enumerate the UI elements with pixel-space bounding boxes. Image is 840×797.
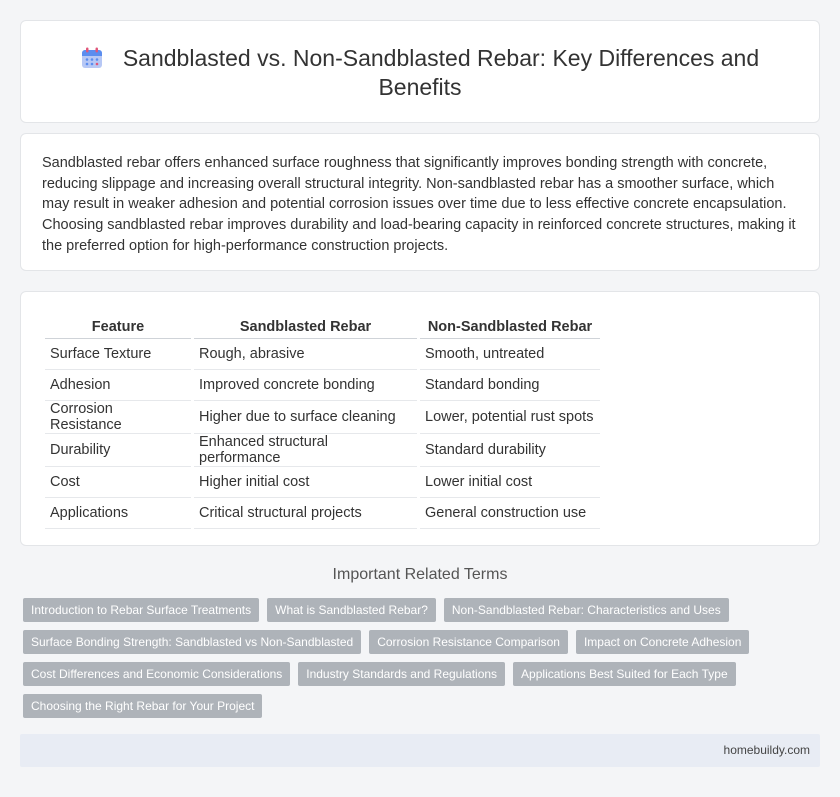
- table-cell: Improved concrete bonding: [194, 370, 417, 401]
- intro-paragraph: Sandblasted rebar offers enhanced surface roughness that significantly improves bonding strength with concrete, reducing slippage and increasing overall structural integrity. Non-sandblasted rebar has a smoother surface, which may result in weaker adhesion and potential corrosion issues over time due to less effective concrete encapsulation. Choosing sandblasted rebar improves durability and load-bearing capacity in reinforced concrete structures, making it the preferred option for high-performance construction projects.: [42, 155, 796, 254]
- table-cell: Lower, potential rust spots: [420, 401, 600, 434]
- header-non-sandblasted: Non-Sandblasted Rebar: [420, 315, 600, 339]
- table-cell: Higher initial cost: [194, 467, 417, 498]
- comparison-table: [42, 315, 603, 529]
- table-row: [45, 339, 600, 370]
- related-term-tag[interactable]: Industry Standards and Regulations: [298, 662, 505, 686]
- related-term-tag[interactable]: Surface Bonding Strength: Sandblasted vs Non-Sandblasted: [23, 630, 361, 654]
- calendar-icon: [81, 47, 103, 69]
- table-cell: Critical structural projects: [194, 498, 417, 529]
- page-title: Sandblasted vs. Non-Sandblasted Rebar: Key Differences and Benefits: [122, 45, 760, 100]
- page-title-wrap: [21, 44, 819, 102]
- table-cell: Standard bonding: [420, 370, 600, 401]
- intro-card: [20, 133, 820, 271]
- table-header-row: [45, 315, 600, 339]
- table-cell: Durability: [45, 434, 191, 467]
- footer-site-link[interactable]: homebuildy.com: [723, 743, 810, 757]
- table-cell: Lower initial cost: [420, 467, 600, 498]
- table-cell: Adhesion: [45, 370, 191, 401]
- header-feature: Feature: [45, 315, 191, 339]
- table-cell: Corrosion Resistance: [45, 401, 191, 434]
- related-terms-title: Important Related Terms: [332, 566, 508, 583]
- header-sandblasted: Sandblasted Rebar: [194, 315, 417, 339]
- related-term-tag[interactable]: Applications Best Suited for Each Type: [513, 662, 736, 686]
- table-cell: Rough, abrasive: [194, 339, 417, 370]
- table-cell: Higher due to surface cleaning: [194, 401, 417, 434]
- table-row: [45, 401, 600, 434]
- table-row: [45, 467, 600, 498]
- table-row: [45, 370, 600, 401]
- table-cell: General construction use: [420, 498, 600, 529]
- comparison-card: [20, 291, 820, 546]
- table-row: [45, 434, 600, 467]
- table-cell: Applications: [45, 498, 191, 529]
- related-term-tag[interactable]: Non-Sandblasted Rebar: Characteristics and Uses: [444, 598, 729, 622]
- table-cell: Surface Texture: [45, 339, 191, 370]
- related-term-tag[interactable]: Cost Differences and Economic Considerations: [23, 662, 290, 686]
- footer: [20, 734, 820, 767]
- header-card: [20, 20, 820, 123]
- table-cell: Smooth, untreated: [420, 339, 600, 370]
- related-term-tag[interactable]: Choosing the Right Rebar for Your Project: [23, 694, 262, 718]
- table-row: [45, 498, 600, 529]
- related-terms-list: [23, 598, 813, 718]
- related-term-tag[interactable]: What is Sandblasted Rebar?: [267, 598, 436, 622]
- table-cell: Standard durability: [420, 434, 600, 467]
- table-cell: Enhanced structural performance: [194, 434, 417, 467]
- table-cell: Cost: [45, 467, 191, 498]
- related-term-tag[interactable]: Corrosion Resistance Comparison: [369, 630, 568, 654]
- related-term-tag[interactable]: Introduction to Rebar Surface Treatments: [23, 598, 259, 622]
- related-term-tag[interactable]: Impact on Concrete Adhesion: [576, 630, 749, 654]
